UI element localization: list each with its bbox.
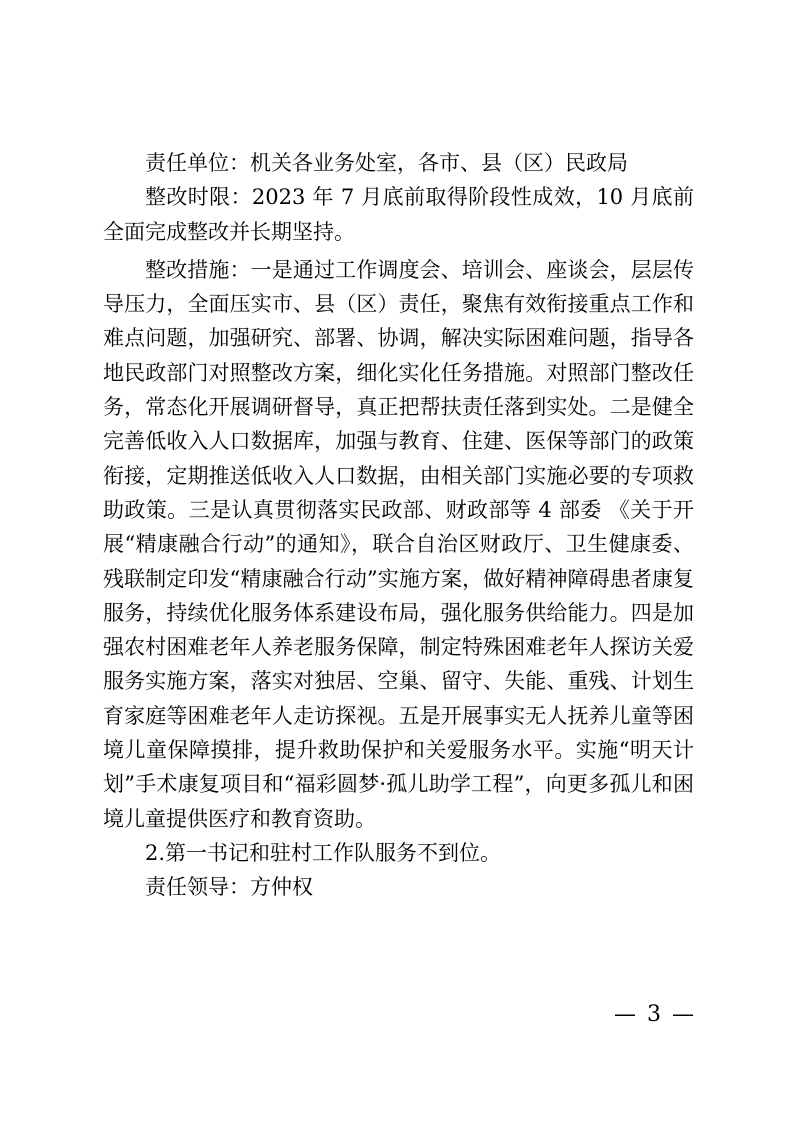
document-body: [103, 146, 694, 905]
measures-paragraph: 整改措施：一是通过工作调度会、培训会、座谈会，层层传导压力，全面压实市、县（区）责任，聚焦有效衔接重点工作和难点问题，加强研究、部署、协调，解决实际困难问题，指导各地民政部门对照整改方案，细化实化任务措施。对照部门整改任务，常态化开展调研督导，真正把帮扶责任落到实处。二是健全完善低收入人口数据库，加强与教育、住建、医保等部门的政策衔接，定期推送低收入人口数据，由相关部门实施必要的专项救助政策。三是认真贯彻落实民政部、财政部等 4 部委 《关于开展“精康融合行动”的通知》，联合自治区财政厅、卫生健康委、残联制定印发“精康融合行动”实施方案，做好精神障碍患者康复服务，持续优化服务体系建设布局，强化服务供给能力。四是加强农村困难老年人养老服务保障，制定特殊困难老年人探访关爱服务实施方案，落实对独居、空巢、留守、失能、重残、计划生育家庭等困难老年人走访探视。五是开展事实无人抚养儿童等困境儿童保障摸排，提升救助保护和关爱服务水平。实施“明天计划”手术康复项目和“福彩圆梦·孤儿助学工程”，向更多孤儿和困境儿童提供医疗和教育资助。: [103, 257, 694, 831]
responsible-leader-paragraph: 责任领导：方仲权: [145, 875, 313, 900]
deadline-paragraph: 整改时限：2023 年 7 月底前取得阶段性成效，10 月底前全面完成整改并长期坚持。: [103, 185, 694, 244]
page-number: — 3 —: [614, 1002, 696, 1027]
section-heading-paragraph: 2.第一书记和驻村工作队服务不到位。: [145, 840, 502, 865]
responsible-unit-paragraph: 责任单位：机关各业务处室，各市、县（区）民政局: [145, 151, 628, 175]
